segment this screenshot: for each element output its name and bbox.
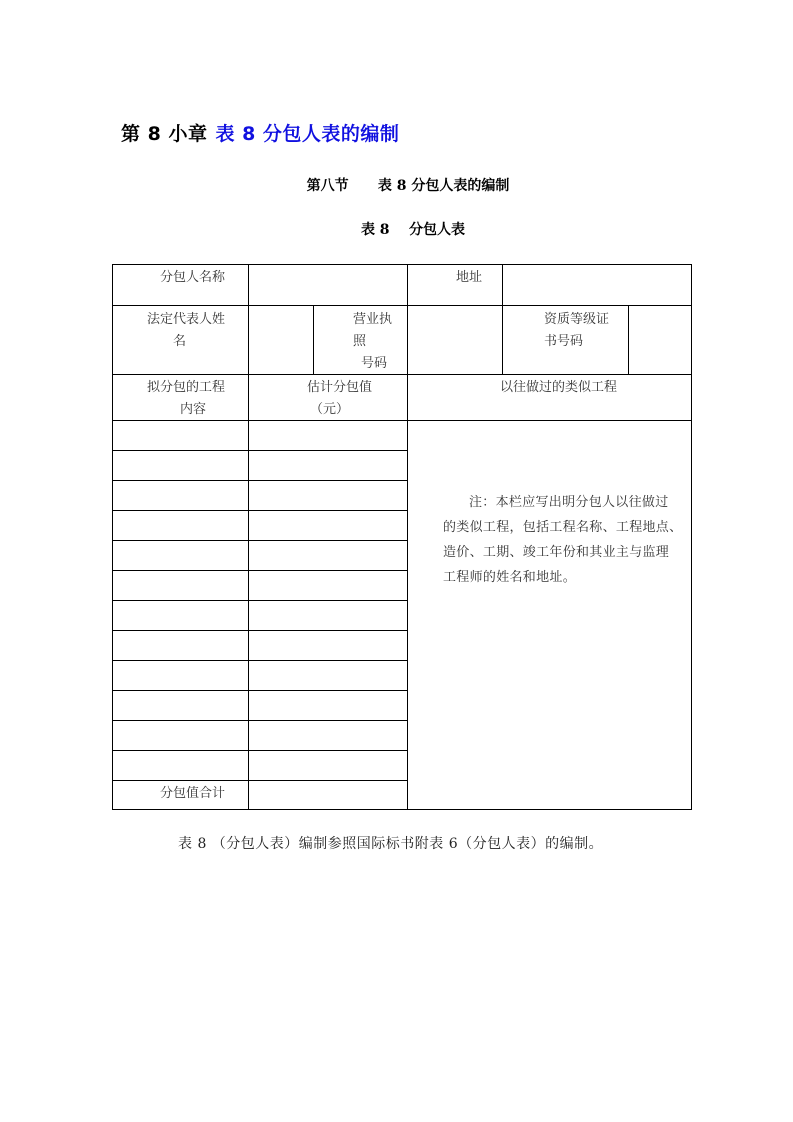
subcontractor-name-field[interactable]	[249, 265, 407, 305]
label-work-content-line2: 内容	[180, 402, 207, 417]
row-line	[112, 305, 692, 306]
note-line-3: 造价、工期、竣工年份和其业主与监理	[443, 545, 670, 560]
est-value-row-5[interactable]	[249, 541, 407, 570]
note-line-1: 注：本栏应写出明分包人以往做过	[469, 495, 669, 510]
address-field[interactable]	[503, 265, 691, 305]
work-content-row-11[interactable]	[113, 721, 248, 750]
est-value-row-3[interactable]	[249, 481, 407, 510]
label-qualification-line2: 书号码	[544, 334, 584, 349]
label-qualification-line1: 资质等级证	[544, 312, 610, 327]
work-content-row-8[interactable]	[113, 631, 248, 660]
section-title: 第八节 表 8 分包人表的编制	[306, 178, 510, 194]
label-license-line3: 号码	[361, 356, 388, 371]
chapter-prefix: 第 8 小章	[121, 123, 208, 145]
work-content-row-1[interactable]	[113, 421, 248, 450]
est-value-row-10[interactable]	[249, 691, 407, 720]
label-subcontractor-name: 分包人名称	[160, 270, 226, 285]
label-address: 地址	[456, 270, 483, 285]
table-title: 表 8 分包人表	[360, 222, 466, 238]
work-content-row-7[interactable]	[113, 601, 248, 630]
legal-rep-field[interactable]	[249, 306, 313, 374]
est-value-row-11[interactable]	[249, 721, 407, 750]
est-value-row-8[interactable]	[249, 631, 407, 660]
label-total: 分包值合计	[160, 786, 226, 801]
est-value-row-12[interactable]	[249, 751, 407, 780]
work-content-row-12[interactable]	[113, 751, 248, 780]
table-border-bottom	[112, 809, 692, 810]
work-content-row-2[interactable]	[113, 451, 248, 480]
note-line-4: 工程师的姓名和地址。	[443, 570, 577, 585]
label-est-value-line1: 估计分包值	[307, 380, 373, 395]
past-projects-note	[443, 490, 688, 590]
est-value-row-6[interactable]	[249, 571, 407, 600]
work-content-row-4[interactable]	[113, 511, 248, 540]
chapter-heading	[121, 121, 399, 147]
est-value-row-7[interactable]	[249, 601, 407, 630]
work-content-row-6[interactable]	[113, 571, 248, 600]
est-value-row-9[interactable]	[249, 661, 407, 690]
license-number-field[interactable]	[408, 306, 502, 374]
est-value-row-2[interactable]	[249, 451, 407, 480]
label-work-content-line1: 拟分包的工程	[147, 380, 226, 395]
col-line	[313, 305, 314, 374]
label-legal-rep-line2: 名	[173, 334, 187, 349]
chapter-accent-title: 表 8 分包人表的编制	[215, 123, 400, 145]
label-past-projects: 以往做过的类似工程	[500, 380, 618, 395]
work-content-row-10[interactable]	[113, 691, 248, 720]
table-border-right	[691, 264, 692, 810]
total-value-field[interactable]	[249, 781, 407, 809]
label-license-line1: 营业执	[353, 312, 393, 327]
work-content-row-9[interactable]	[113, 661, 248, 690]
label-legal-rep-line1: 法定代表人姓	[147, 312, 226, 327]
qualification-number-field[interactable]	[629, 306, 691, 374]
footer-note: 表 8 （分包人表）编制参照国际标书附表 6（分包人表）的编制。	[178, 836, 604, 852]
est-value-row-4[interactable]	[249, 511, 407, 540]
work-content-row-3[interactable]	[113, 481, 248, 510]
label-est-value-line2: （元）	[310, 402, 350, 417]
est-value-row-1[interactable]	[249, 421, 407, 450]
note-line-2: 的类似工程，包括工程名称、工程地点、	[443, 520, 683, 535]
work-content-row-5[interactable]	[113, 541, 248, 570]
row-line	[112, 374, 692, 375]
label-license-line2: 照	[353, 334, 367, 349]
